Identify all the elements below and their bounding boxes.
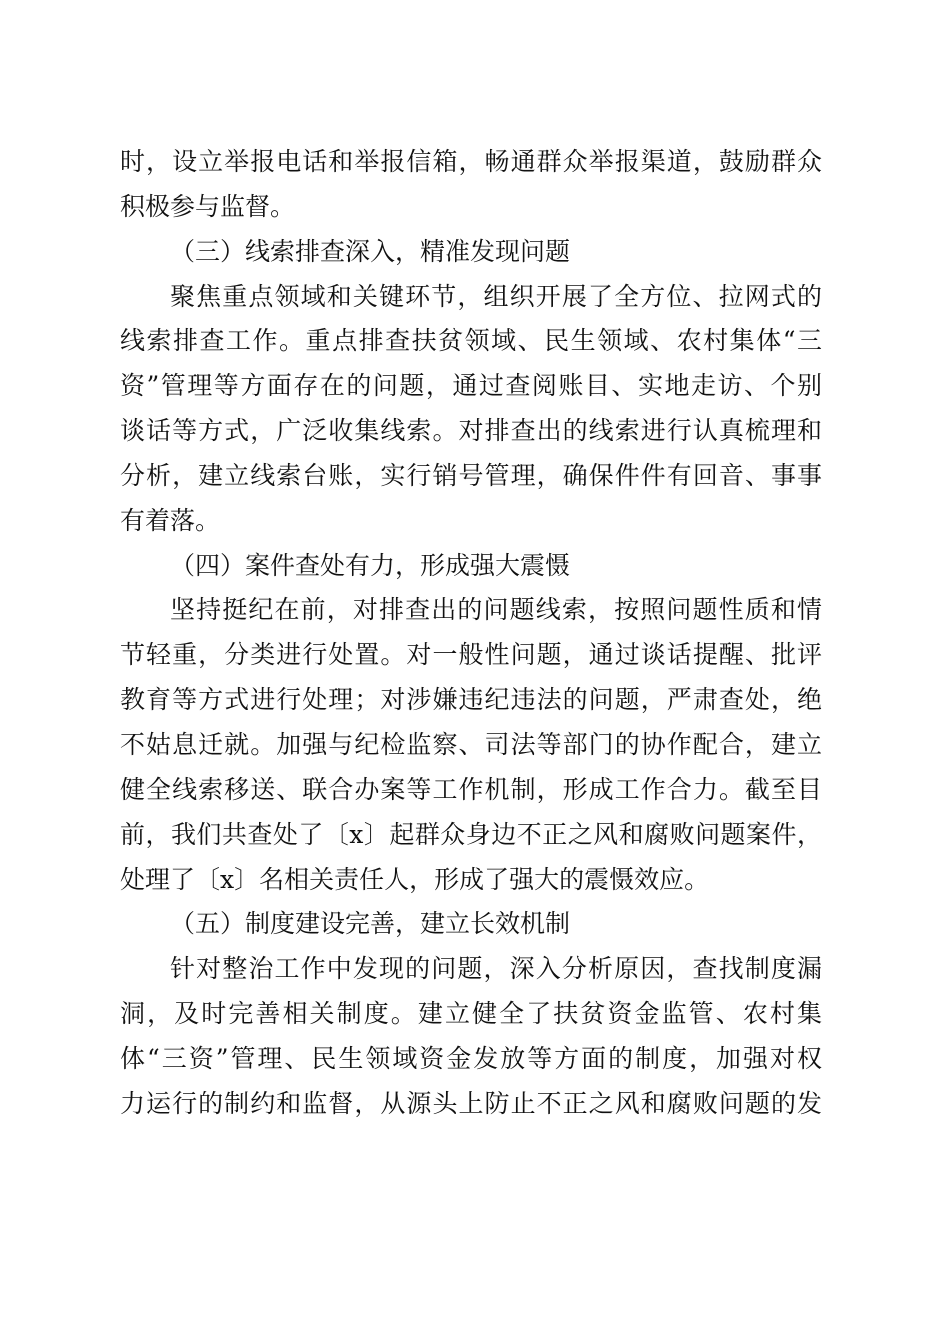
paragraph-line: 前，我们共查处了〔x〕起群众身边不正之风和腐败问题案件， [120,819,822,849]
section-heading: （三）线索排查深入，精准发现问题 [170,236,571,266]
paragraph-line: 不姑息迁就。加强与纪检监察、司法等部门的协作配合，建立 [120,729,822,759]
paragraph-line: 处理了〔x〕名相关责任人，形成了强大的震慑效应。 [120,864,710,894]
paragraph-line: 体“三资”管理、民生领域资金发放等方面的制度，加强对权 [120,1043,822,1073]
paragraph-line: 洞，及时完善相关制度。建立健全了扶贫资金监管、农村集 [120,999,822,1029]
paragraph-line: 力运行的制约和监督，从源头上防止不正之风和腐败问题的发 [120,1088,822,1118]
section-heading: （五）制度建设完善，建立长效机制 [170,909,571,939]
paragraph-line: 聚焦重点领域和关键环节，组织开展了全方位、拉网式的 [170,281,822,311]
section-heading: （四）案件查处有力，形成强大震慑 [170,550,571,580]
paragraph-line: 针对整治工作中发现的问题，深入分析原因，查找制度漏 [170,954,822,984]
paragraph-line: 节轻重，分类进行处置。对一般性问题，通过谈话提醒、批评 [120,640,822,670]
paragraph-line: 教育等方式进行处理；对涉嫌违纪违法的问题，严肃查处，绝 [120,685,822,715]
paragraph-line: 谈话等方式，广泛收集线索。对排查出的线索进行认真梳理和 [120,416,822,446]
document-page [120,140,822,1127]
paragraph-line: 资”管理等方面存在的问题，通过查阅账目、实地走访、个别 [120,371,822,401]
paragraph-line: 分析，建立线索台账，实行销号管理，确保件件有回音、事事 [120,460,822,490]
paragraph-line: 有着落。 [120,505,221,535]
paragraph-line: 坚持挺纪在前，对排查出的问题线索，按照问题性质和情 [170,595,822,625]
paragraph-line: 健全线索移送、联合办案等工作机制，形成工作合力。截至目 [120,774,822,804]
paragraph-line: 时，设立举报电话和举报信箱，畅通群众举报渠道，鼓励群众 [120,147,822,176]
paragraph-line: 线索排查工作。重点排查扶贫领域、民生领域、农村集体“三 [120,326,822,356]
paragraph-line: 积极参与监督。 [120,191,296,221]
